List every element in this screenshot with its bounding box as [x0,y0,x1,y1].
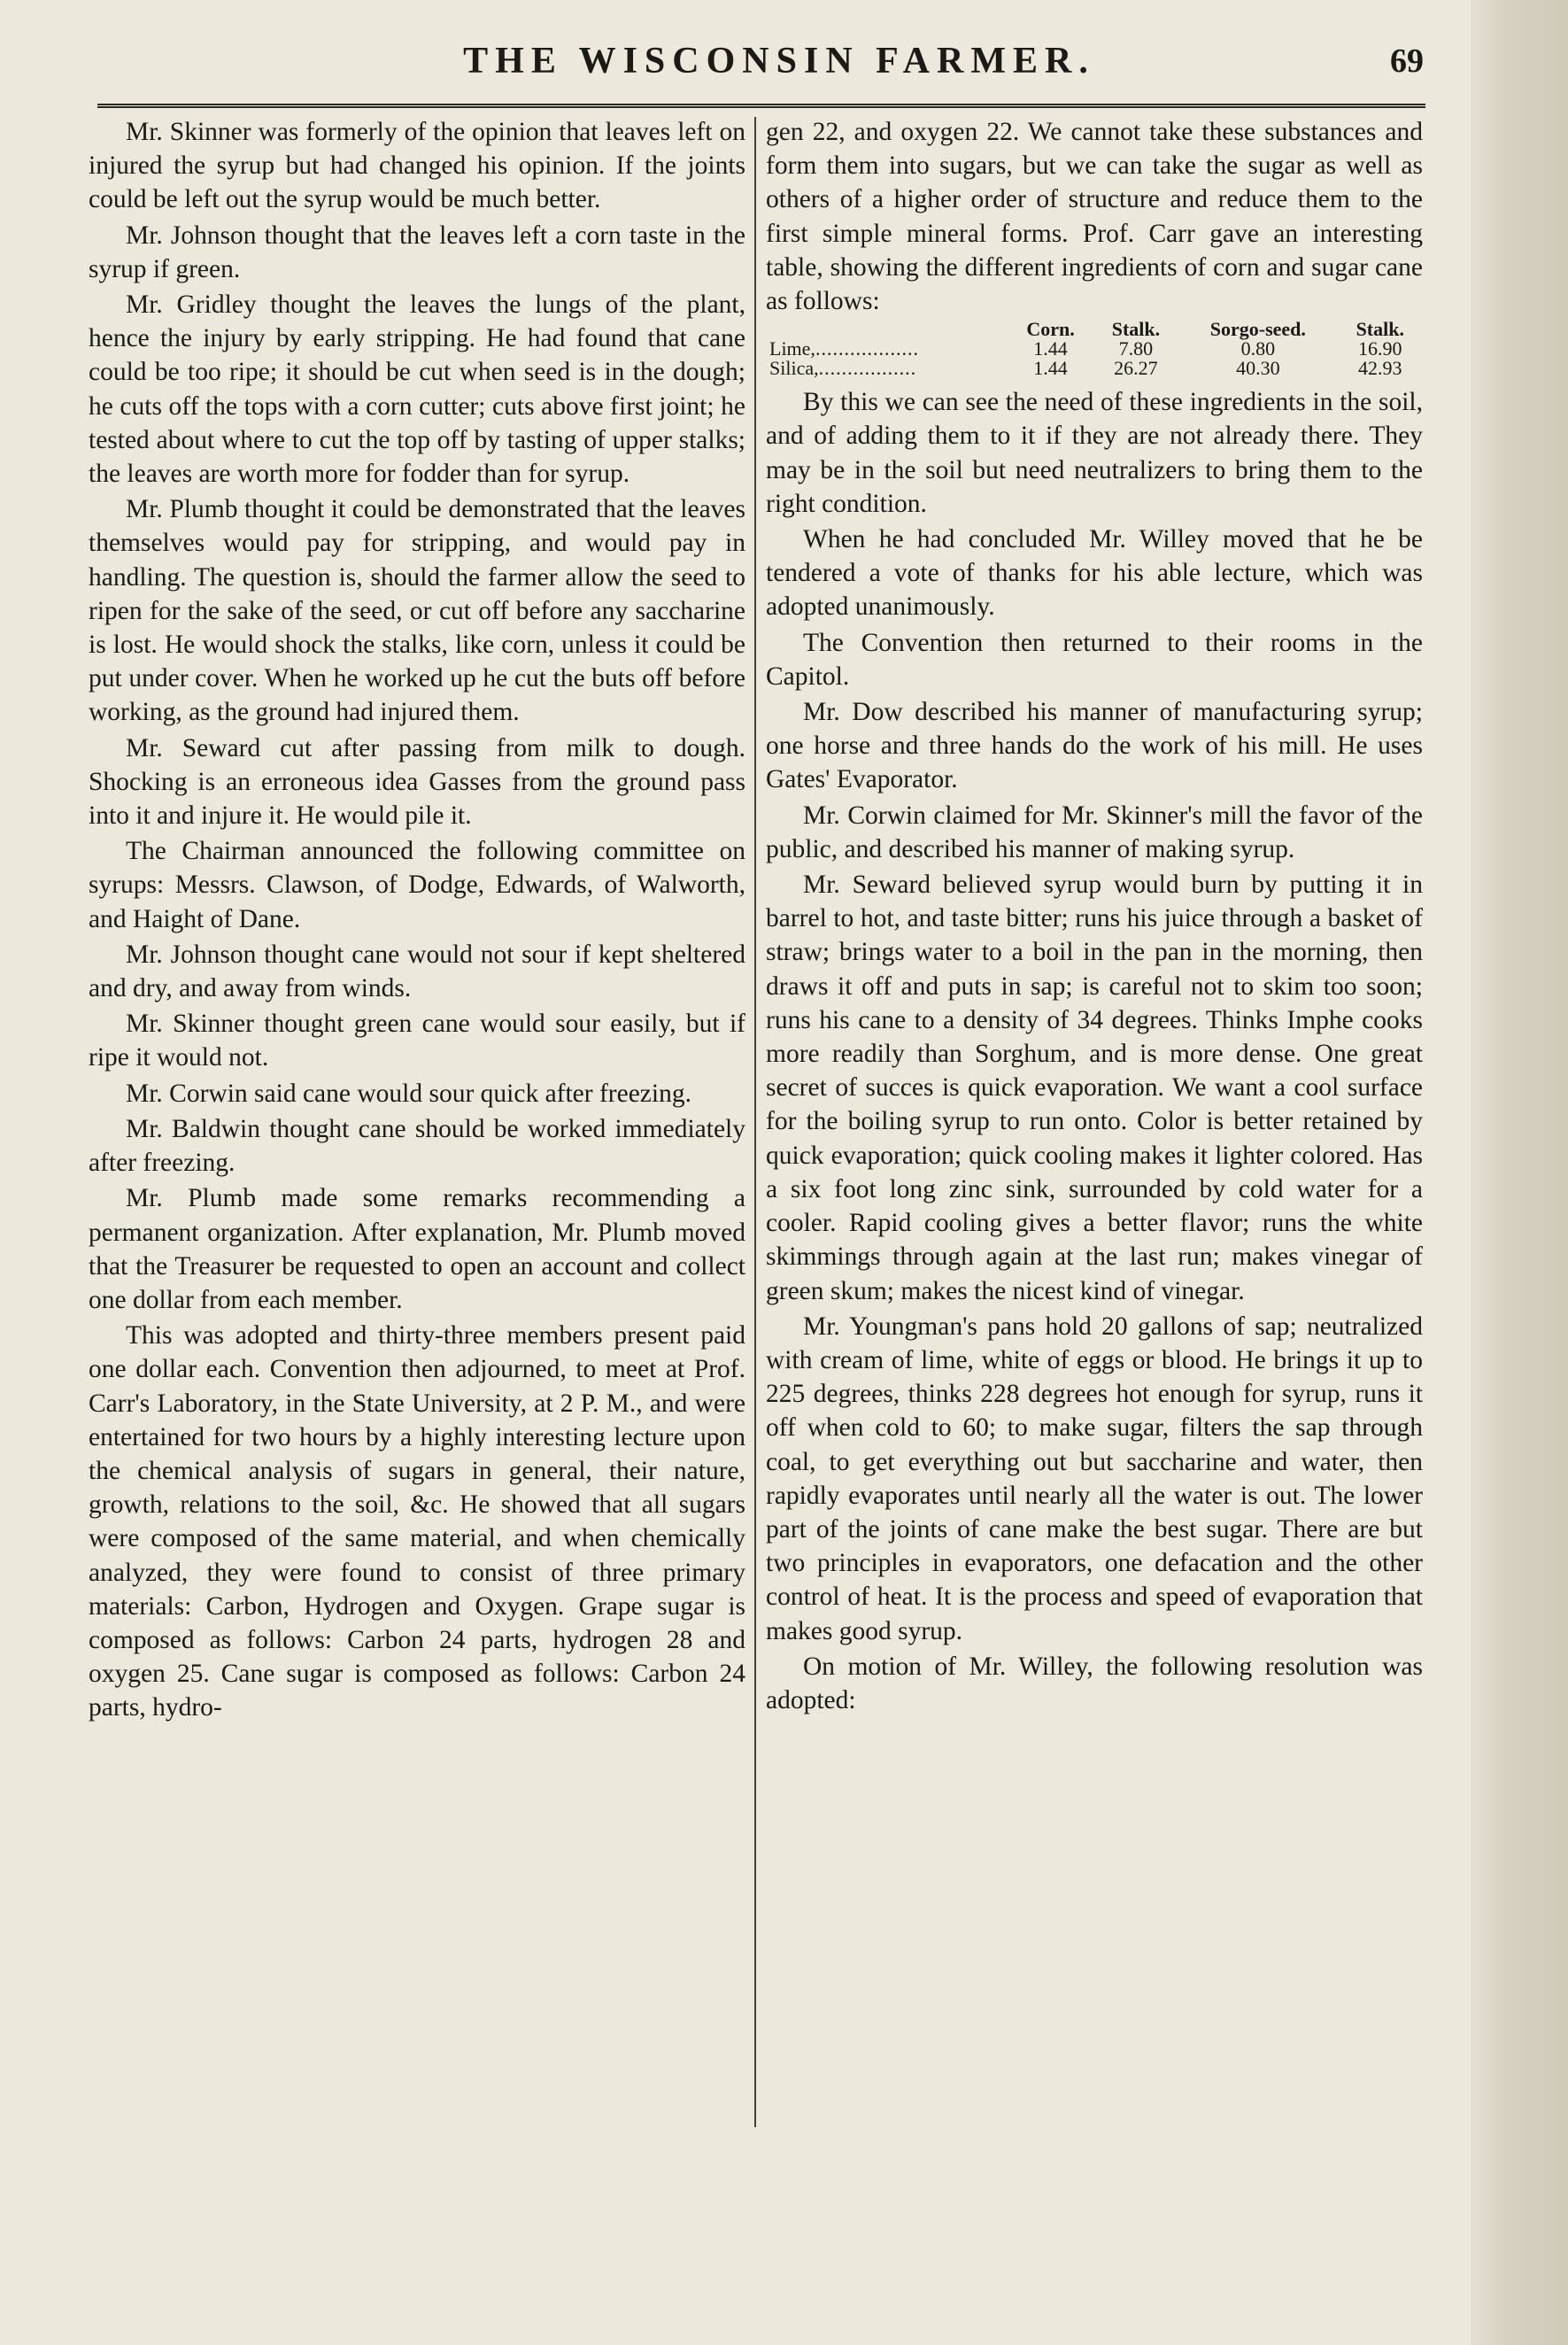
column-divider [754,117,756,2127]
paragraph-continuation: gen 22, and oxygen 22. We cannot take these substances and form them into sugars, but we can take the sugar as well as others of a higher order of structure and reduce them to the first simple mineral forms. Prof. Carr gave an interesting table, showing the different ingredients of corn and sugar cane as follows: [766,118,1423,316]
paragraph: Mr. Plumb made some remarks recommending a permanent organization. After explanation, Mr. Plumb moved that the Treasurer be requested to open an account and collect one dollar from each member. [89,1184,745,1314]
table-header-cell: Stalk. [1356,318,1404,341]
paragraph: Mr. Seward cut after passing from milk to dough. Shocking is an erroneous idea Gasses from the ground pass into it and injure it. He would pile it. [89,733,745,831]
paragraph: This was adopted and thirty-three members present paid one dollar each. Convention then adjourned, to meet at Prof. Carr's Laboratory, in the State University, at 2 P. M., and were entertained for two hours by a highly interesting lecture upon the chemical analysis of sugars in general, their nature, growth, relations to the soil, &c. He showed that all sugars were composed of the same material, and when chemically analyzed, they were found to consist of three primary materials: Carbon, Hydrogen and Oxygen. Grape sugar is composed as follows: Carbon 24 parts, hydrogen 28 and oxygen 25. Cane sugar is composed as follows: Carbon 24 parts, hydro- [89,1321,745,1722]
table-cell: 40.30 [1236,357,1280,380]
page-header [97,40,1425,111]
header-rule [97,104,1425,108]
paragraph: Mr. Baldwin thought cane should be worked immediately after freezing. [89,1114,745,1178]
table-cell: 0.80 [1240,337,1276,360]
paragraph: Mr. Skinner thought green cane would sour easily, but if ripe it would not. [89,1010,745,1072]
paragraph: Mr. Dow described his manner of manufacturing syrup; one horse and three hands do the work of his mill. He uses Gates' Evaporator. [766,698,1423,794]
table-cell: 1.44 [1033,337,1068,360]
row-label-text: Silica, [769,357,819,380]
row-label-text: Lime, [769,337,815,360]
table-header-cell: Sorgo-seed. [1209,318,1306,341]
table-row-label [766,339,1008,359]
paragraph: Mr. Seward believed syrup would burn by putting it in barrel to hot, and taste bitter; runs his juice through a basket of straw; brings water to a boil in the pan in the morning, then draws it off and puts in sap; is careful not to skim too soon; runs his cane to a density of 34 degrees. Thinks Imphe cooks more readily than Sorghum, and is more dense. One great secret of succes is quick evaporation. We want a cool surface for the boiling syrup to run onto. Color is better retained by quick evaporation; quick cooling makes it lighter colored. Has a six foot long zinc sink, surrounded by cold water for a cooler. Rapid cooling gives a better flavor; runs the white skimmings through again at the last run; makes vinegar of green skum; makes the nicest kind of vinegar. [766,871,1423,1305]
table-cell: 7.80 [1118,337,1154,360]
paragraph: Mr. Youngman's pans hold 20 gallons of sap; neutralized with cream of lime, white of eggs or blood. He brings it up to 225 degrees, thinks 228 degrees hot enough for syrup, runs it off when cold to 60; to make sugar, filters the sap through coal, to get everything out but saccharine and water, then rapidly evaporates until nearly all the water is out. The lower part of the joints of cane make the best sugar. There are but two principles in evaporators, one defacation and the other control of heat. It is the process and speed of evaporation that makes good syrup. [766,1312,1423,1645]
paragraph: Mr. Gridley thought the leaves the lungs of the plant, hence the injury by early stripping. He had found that cane could be too ripe; it should be cut when seed is in the dough; he cuts off the tops with a corn cutter; cuts above first joint; he tested about where to cut the top off by tasting of upper stalks; the leaves are worth more for fodder than for syrup. [89,290,745,489]
paragraph: The Chairman announced the following committee on syrups: Messrs. Clawson, of Dodge, Edwards, of Walworth, and Haight of Dane. [89,837,745,933]
paragraph: When he had concluded Mr. Willey moved that he be tendered a vote of thanks for his able lecture, which was adopted unanimously. [766,525,1423,622]
page-number: 69 [1390,43,1424,80]
paragraph: Mr. Johnson thought cane would not sour if kept sheltered and dry, and away from winds. [89,940,745,1003]
paragraph: Mr. Corwin said cane would sour quick after freezing. [126,1079,691,1108]
running-title: THE WISCONSIN FARMER. [463,41,1095,81]
table-cell: 42.93 [1358,357,1402,380]
paragraph: Mr. Plumb thought it could be demonstrated that the leaves themselves would pay for stripping, and would pay in handling. The question is, should the farmer allow the seed to ripen for the sake of the seed, or cut off before any saccharine is lost. He would shock the stalks, like corn, unless it could be put under cover. When he worked up he cut the buts off before working, as the ground had injured them. [89,495,745,727]
ingredients-table [766,320,1423,378]
paragraph: Mr. Johnson thought that the leaves left a corn taste in the syrup if green. [89,221,745,283]
paragraph: Mr. Corwin claimed for Mr. Skinner's mill the favor of the public, and described his manner of making syrup. [766,801,1423,863]
table-header-row [766,320,1423,339]
right-column [766,115,1423,1719]
dot-leader: .................. [815,337,919,360]
dot-leader: ................. [818,357,917,380]
table-cell: 16.90 [1358,337,1402,360]
table-row-label [766,359,1008,378]
paragraph: On motion of Mr. Willey, the following resolution was adopted: [766,1652,1423,1714]
left-column [89,115,745,1727]
table-row [766,359,1423,378]
binding-gutter [1471,0,1568,2345]
paragraph: The Convention then returned to their rooms in the Capitol. [766,628,1423,691]
table-header-cell [766,320,1008,339]
table-header-cell: Stalk. [1111,318,1161,341]
paragraph: By this we can see the need of these ingredients in the soil, and of adding them to it if they are not already there. They may be in the soil but need neutralizers to bring them to the right condition. [766,388,1423,518]
table-row [766,339,1423,359]
table-cell: 26.27 [1114,357,1158,380]
paragraph: Mr. Skinner was formerly of the opinion that leaves left on injured the syrup but had changed his opinion. If the joints could be left out the syrup would be much better. [89,118,745,214]
table-cell: 1.44 [1033,357,1068,380]
table-header-cell: Corn. [1026,318,1075,341]
